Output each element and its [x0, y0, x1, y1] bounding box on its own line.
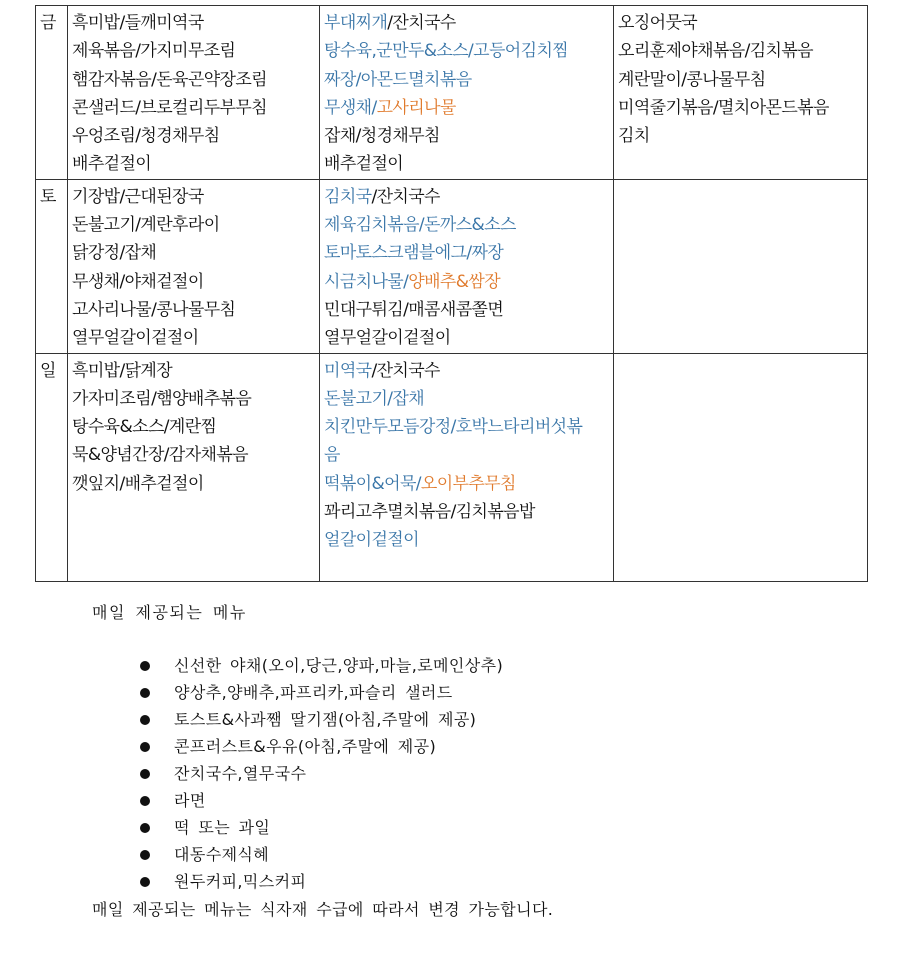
menu-item-text: 미역국: [324, 360, 372, 381]
menu-item-text: 무생채/야채겉절이: [72, 271, 204, 292]
menu-item-text: /잔치국수: [371, 360, 440, 381]
bullet-icon: [140, 688, 150, 698]
menu-line: [72, 413, 315, 441]
menu-line: [324, 183, 609, 211]
menu-line: [72, 37, 315, 65]
menu-line: [72, 324, 315, 352]
menu-line: [72, 470, 315, 498]
menu-item-text: 오리훈제야채볶음/김치볶음: [618, 41, 813, 62]
menu-line: [324, 441, 609, 469]
list-item-text: 라면: [174, 791, 206, 810]
bullet-icon: [140, 742, 150, 752]
menu-line: [324, 150, 609, 178]
menu-line: [324, 296, 609, 324]
weekend-menu-table: [35, 5, 868, 582]
menu-item-text: 흑미밥/들깨미역국: [72, 13, 204, 33]
bullet-icon: [140, 877, 150, 887]
menu-item-text: 닭강정/잡채: [72, 243, 157, 264]
list-item-text: 원두커피,믹스커피: [174, 872, 307, 891]
menu-cell: [320, 353, 614, 581]
menu-line: [618, 94, 863, 122]
menu-item-text: 민대구튀김/매콤새콤쫄면: [324, 299, 504, 320]
day-label: 토: [36, 179, 68, 353]
menu-line: [618, 66, 863, 94]
menu-row: [36, 6, 868, 180]
menu-item-text: /잔치국수: [371, 186, 440, 207]
daily-menu-note: 매일 제공되는 메뉴는 식자재 수급에 따라서 변경 가능합니다.: [92, 900, 554, 919]
menu-line: [324, 122, 609, 150]
menu-item-text: 시금치나물/: [324, 271, 409, 292]
list-item-text: 잔치국수,열무국수: [174, 764, 307, 783]
menu-item-text: 잡채/청경채무침: [324, 126, 440, 147]
menu-item-text: 꽈리고추멸치볶음/김치볶음밥: [324, 502, 535, 523]
list-item: [140, 787, 503, 814]
menu-cell: [614, 179, 868, 353]
day-label: 금: [36, 6, 68, 180]
list-item: [140, 706, 503, 733]
menu-cell: [614, 6, 868, 180]
list-item: [140, 733, 503, 760]
menu-table-body: [36, 6, 868, 582]
list-item-text: 양상추,양배추,파프리카,파슬리 샐러드: [174, 683, 453, 702]
menu-item-text: 제육김치볶음/돈까스&소스: [324, 215, 516, 236]
menu-item-text: 우엉조림/청경채무침: [72, 126, 220, 147]
menu-item-text: 열무얼갈이겉절이: [72, 328, 199, 349]
menu-item-text: 제육볶음/가지미무조림: [72, 41, 236, 62]
menu-item-text: 김치국: [324, 186, 372, 207]
menu-item-text: 고사리나물/콩나물무침: [72, 299, 236, 320]
menu-line: [324, 268, 609, 296]
menu-line: [324, 94, 609, 122]
menu-line: [324, 526, 609, 554]
bullet-icon: [140, 850, 150, 860]
menu-line: [324, 324, 609, 352]
menu-item-text: 열무얼갈이겉절이: [324, 328, 451, 349]
menu-item-text: 탕수육,군만두&소스/고등어김치찜: [324, 41, 569, 62]
menu-cell: [320, 6, 614, 180]
menu-row: [36, 179, 868, 353]
list-item-text: 신선한 야채(오이,당근,양파,마늘,로메인상추): [174, 656, 504, 675]
menu-item-text: 부대찌개: [324, 13, 388, 33]
menu-line: [72, 441, 315, 469]
menu-item-text: 음: [324, 445, 340, 466]
menu-line: [324, 498, 609, 526]
list-item: [140, 868, 503, 895]
menu-item-text: 햄감자볶음/돈육곤약장조림: [72, 69, 267, 90]
menu-item-text: 얼갈이겉절이: [324, 530, 419, 551]
menu-line: [72, 94, 315, 122]
menu-line: [72, 122, 315, 150]
menu-item-text: 오이부추무침: [420, 473, 516, 494]
menu-item-text: 짜장/아몬드멸치볶음: [324, 69, 472, 90]
menu-item-text: 돈불고기/계란후라이: [72, 215, 220, 236]
list-item: [140, 652, 503, 679]
list-item: [140, 841, 503, 868]
menu-line: [618, 37, 863, 65]
menu-line: [618, 122, 863, 150]
menu-item-text: 배추겉절이: [72, 154, 152, 175]
menu-line: [72, 296, 315, 324]
menu-item-text: 콘샐러드/브로컬리두부무침: [72, 97, 267, 118]
menu-row: [36, 353, 868, 581]
menu-cell: [68, 179, 320, 353]
menu-line: [72, 385, 315, 413]
menu-item-text: 김치: [618, 126, 650, 147]
menu-line: [72, 183, 315, 211]
menu-item-text: 흑미밥/닭계장: [72, 360, 173, 381]
list-item-text: 토스트&사과쨈 딸기잼(아침,주말에 제공): [174, 710, 477, 729]
menu-item-text: 고사리나물: [376, 97, 456, 118]
menu-line: [72, 150, 315, 178]
menu-cell: [68, 353, 320, 581]
bullet-icon: [140, 796, 150, 806]
menu-line: [324, 413, 609, 441]
bullet-icon: [140, 715, 150, 725]
menu-line: [324, 9, 609, 37]
list-item: [140, 760, 503, 787]
menu-cell: [68, 6, 320, 180]
list-item-text: 떡 또는 과일: [174, 818, 271, 837]
menu-item-text: 오징어뭇국: [618, 13, 698, 33]
menu-line: [324, 385, 609, 413]
menu-item-text: 계란말이/콩나물무침: [618, 69, 766, 90]
menu-item-text: 기장밥/근대된장국: [72, 186, 204, 207]
menu-item-text: 미역줄기볶음/멸치아몬드볶음: [618, 97, 829, 118]
menu-item-text: 탕수육&소스/계란찜: [72, 417, 217, 438]
daily-menu-title: 매일 제공되는 메뉴: [92, 603, 247, 622]
menu-item-text: 묵&양념간장/감자채볶음: [72, 445, 249, 466]
menu-line: [72, 239, 315, 267]
daily-menu-list: [140, 652, 503, 895]
menu-line: [324, 470, 609, 498]
menu-item-text: 깻잎지/배추겉절이: [72, 473, 204, 494]
menu-item-text: 배추겉절이: [324, 154, 404, 175]
menu-line: [72, 211, 315, 239]
menu-line: [324, 211, 609, 239]
menu-line: [72, 268, 315, 296]
menu-line: [324, 37, 609, 65]
menu-cell: [614, 353, 868, 581]
day-label: 일: [36, 353, 68, 581]
list-item: [140, 679, 503, 706]
menu-item-text: 양배추&쌈장: [408, 271, 501, 292]
menu-item-text: 토마토스크램블에그/짜장: [324, 243, 504, 264]
list-item-text: 콘프러스트&우유(아침,주말에 제공): [174, 737, 437, 756]
bullet-icon: [140, 769, 150, 779]
menu-cell: [320, 179, 614, 353]
bullet-icon: [140, 661, 150, 671]
menu-item-text: 가자미조림/햄양배추볶음: [72, 388, 252, 409]
menu-line: [72, 357, 315, 385]
list-item: [140, 814, 503, 841]
menu-item-text: /잔치국수: [387, 13, 456, 33]
menu-item-text: 떡볶이&어묵/: [324, 473, 421, 494]
list-item-text: 대동수제식혜: [174, 845, 270, 864]
menu-line: [324, 239, 609, 267]
menu-line: [324, 357, 609, 385]
menu-item-text: 치킨만두모듬강정/호박느타리버섯볶: [324, 417, 583, 438]
menu-item-text: 돈불고기/잡채: [324, 388, 425, 409]
menu-line: [324, 66, 609, 94]
menu-line: [618, 9, 863, 37]
menu-line: [72, 9, 315, 37]
menu-item-text: 무생채/: [324, 97, 377, 118]
menu-line: [72, 66, 315, 94]
bullet-icon: [140, 823, 150, 833]
